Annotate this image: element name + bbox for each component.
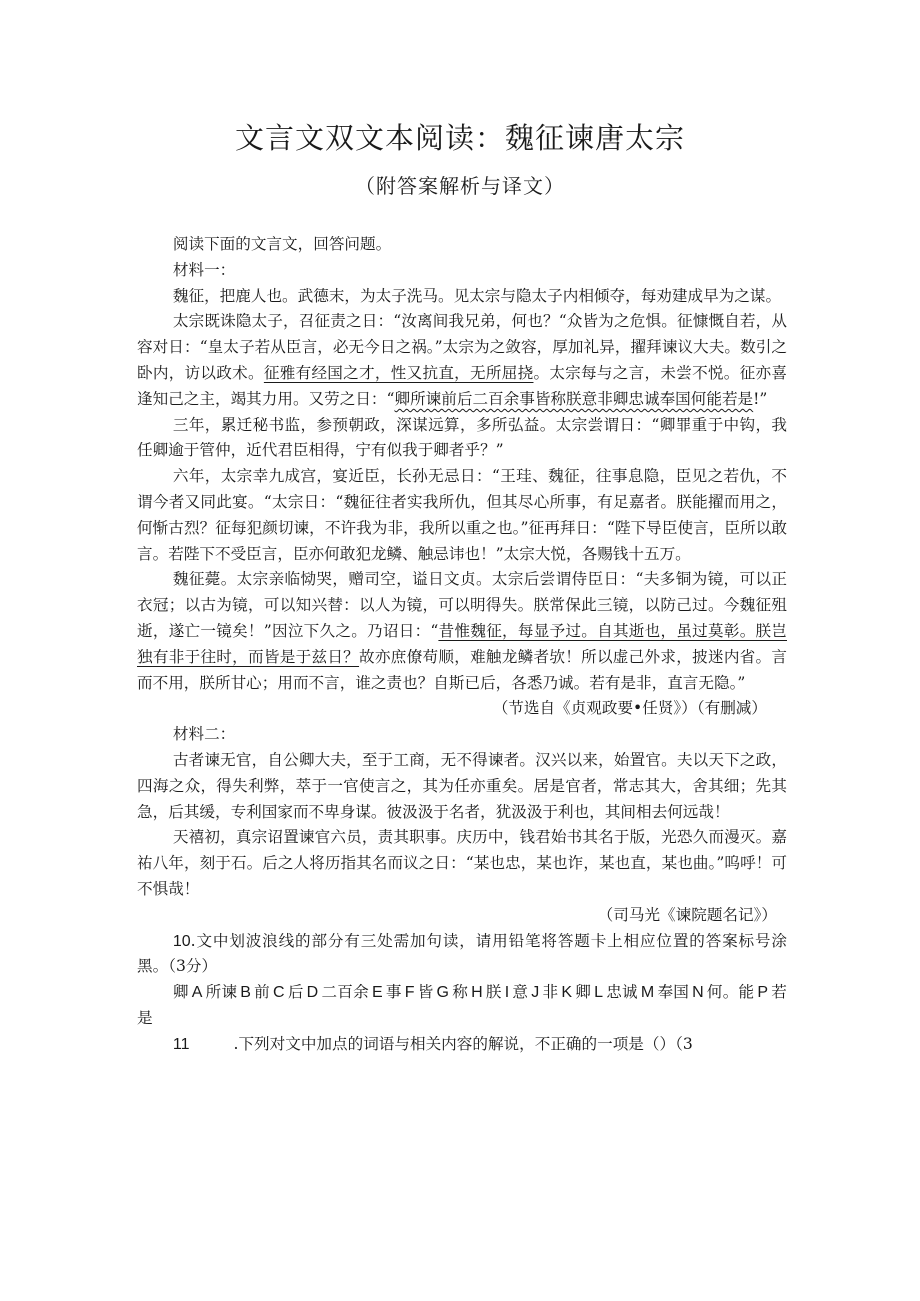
option-letter: B [240,984,252,1002]
paragraph-2-text-c: !” [753,389,768,408]
paragraph-5-text-a: 魏征薨。太宗亲临恸哭，赠司空，谥日文贞。太宗后尝谓侍臣日：“夫多铜为镜，可以正衣冠；以古为镜，可以知兴替：以人为镜，可以明得失。朕常保此三镜，以防己过。今魏征殂逝，遂亡一镜矣！”因泣下久之。乃诏日：“ [137,570,787,640]
option-letter: E [371,984,383,1002]
option-letter: J [531,984,540,1002]
material-1-label: 材料一： [172,260,236,279]
question-10 [137,929,787,981]
option-segment: 何。能 [706,983,755,1002]
underlined-sentence: 征雅有经国之才，性又抗直，无所屈挠 [263,363,534,382]
underlined-passage: 昔惟魏征，每显予过。自其逝也，虽过莫彰。朕岂独有非于往时，而皆是于兹日？ [137,621,787,666]
paragraph-5-text-b: 故亦庶僚苟顺，难触龙鳞者欤！所以虚己外求，披迷内省。言而不用，朕所甘心；用而不言，谁之责也？自斯已后，各悉乃诚。若有是非，直言无隐。” [137,647,787,692]
option-letter: C [273,984,285,1002]
option-segment: 称 [452,983,469,1002]
question-11 [137,1032,787,1058]
question-11-text: .下列对文中加点的词语与相关内容的解说，不正确的一项是（）（3 [233,1034,693,1053]
material-1-paragraph-4: 六年，太宗幸九成宫，宴近臣，长孙无忌日：“王珪、魏征，往事息隐，臣见之若仇，不谓今者又同此宴。“太宗日：“魏征往者实我所仇，但其尽心所事，有足嘉者。朕能擢而用之，何惭古烈？征每犯颜切谏，不许我为非，我所以重之也。”征再拜日：“陛下导臣使言，臣所以敢言。若陛下不受臣言，臣亦何敢犯龙鳞、触忌讳也！”太宗大悦，各赐钱十五万。 [137,467,787,563]
option-segment: 非 [542,983,559,1002]
option-segment: 卿 [172,983,189,1002]
option-letter: I [504,984,510,1002]
option-letter: F [404,984,415,1002]
question-10-number: 10 [172,932,191,950]
option-segment: 忠诚 [606,983,638,1002]
option-segment: 若是 [137,983,788,1027]
document-subtitle: （附答案解析与译文） [355,174,565,198]
option-segment: 二百余 [321,983,369,1002]
material-2-paragraph-1: 古者谏无官，自公卿大夫，至于工商，无不得谏者。汉兴以来，始置官。夫以天下之政，四海之众，得失利弊，萃于一官使言之，其为任亦重矣。居是官者，常志其大，舍其细；先其急，后其缓，专利国家而不卑身谋。彼汲汲于名者，犹汲汲于利也，其间相去何远哉！ [137,750,787,821]
reading-instruction: 阅读下面的文言文，回答问题。 [172,235,392,253]
document-title: 文言文双文本阅读：魏征谏唐太宗 [234,121,685,155]
option-segment: 皆 [417,983,434,1002]
material-1-paragraph-5 [137,567,787,696]
wavy-underlined-sentence: 卿所谏前后二百余事皆称朕意非卿忠诚奉国何能若是 [394,389,754,408]
option-segment: 后 [287,983,304,1002]
option-segment: 前 [254,983,271,1002]
material-2-label: 材料二： [172,725,236,744]
option-segment: 意 [512,983,529,1002]
material-1-paragraph-3: 三年，累迁秘书监，参预朝政，深谋远算，多所弘益。太宗尝谓日：“卿罪重于中钩，我任卿逾于管仲，近代君臣相得，宁有似我于卿者乎？” [137,415,787,460]
question-10-text: .文中划波浪线的部分有三处需加句读，请用铅笔将答题卡上相应位置的答案标号涂黑。（3分） [137,931,787,976]
material-2-paragraph-2: 天禧初，真宗诏置谏官六员，责其职事。庆历中，钱君始书其名于版，光恐久而漫灭。嘉祐八年，刻于石。后之人将历指其名而议之日：“某也忠，某也诈，某也直，某也曲。”呜呼！可不惧哉！ [137,828,787,898]
option-letter: A [191,984,203,1002]
material-2-source: （司马光《谏院题名记》） [597,905,777,924]
material-1-paragraph-1: 魏征，把鹿人也。武德末，为太子洗马。见太宗与隐太子内相倾夺，每劝建成早为之谋。 [172,286,782,305]
question-10-options [137,980,787,1032]
option-letter: K [561,984,573,1002]
document-body [137,232,787,1058]
option-letter: L [594,984,604,1002]
option-segment: 事 [385,983,402,1002]
option-letter: D [306,984,319,1002]
option-letter: N [692,984,704,1002]
option-letter: H [471,984,483,1002]
option-letter: M [640,984,655,1002]
question-11-number: 11 [172,1035,190,1053]
option-segment: 朕 [485,983,502,1002]
option-letter: G [436,984,450,1002]
paragraph-2-text-b: 。太宗每与之言，未尝不悦。征亦喜逢知己之主，竭其力用。又劳之日：“ [137,363,787,408]
paragraph-2-text-a: 太宗既诛隐太子，召征责之日：“汝离间我兄弟，何也？“众皆为之危惧。征慷慨自若，从容对日：“皇太子若从臣言，必无今日之祸。”太宗为之敛容，厚加礼异，擢拜谏议大夫。数引之卧内，访以政术。 [137,312,787,382]
option-segment: 卿 [575,983,592,1002]
option-segment: 所谏 [205,983,238,1002]
material-1-paragraph-2 [137,309,787,412]
material-1-source: （节选自《贞观政要•任贤》）（有删减） [492,699,767,718]
option-segment: 奉国 [657,983,690,1002]
option-letter: P [757,984,769,1002]
